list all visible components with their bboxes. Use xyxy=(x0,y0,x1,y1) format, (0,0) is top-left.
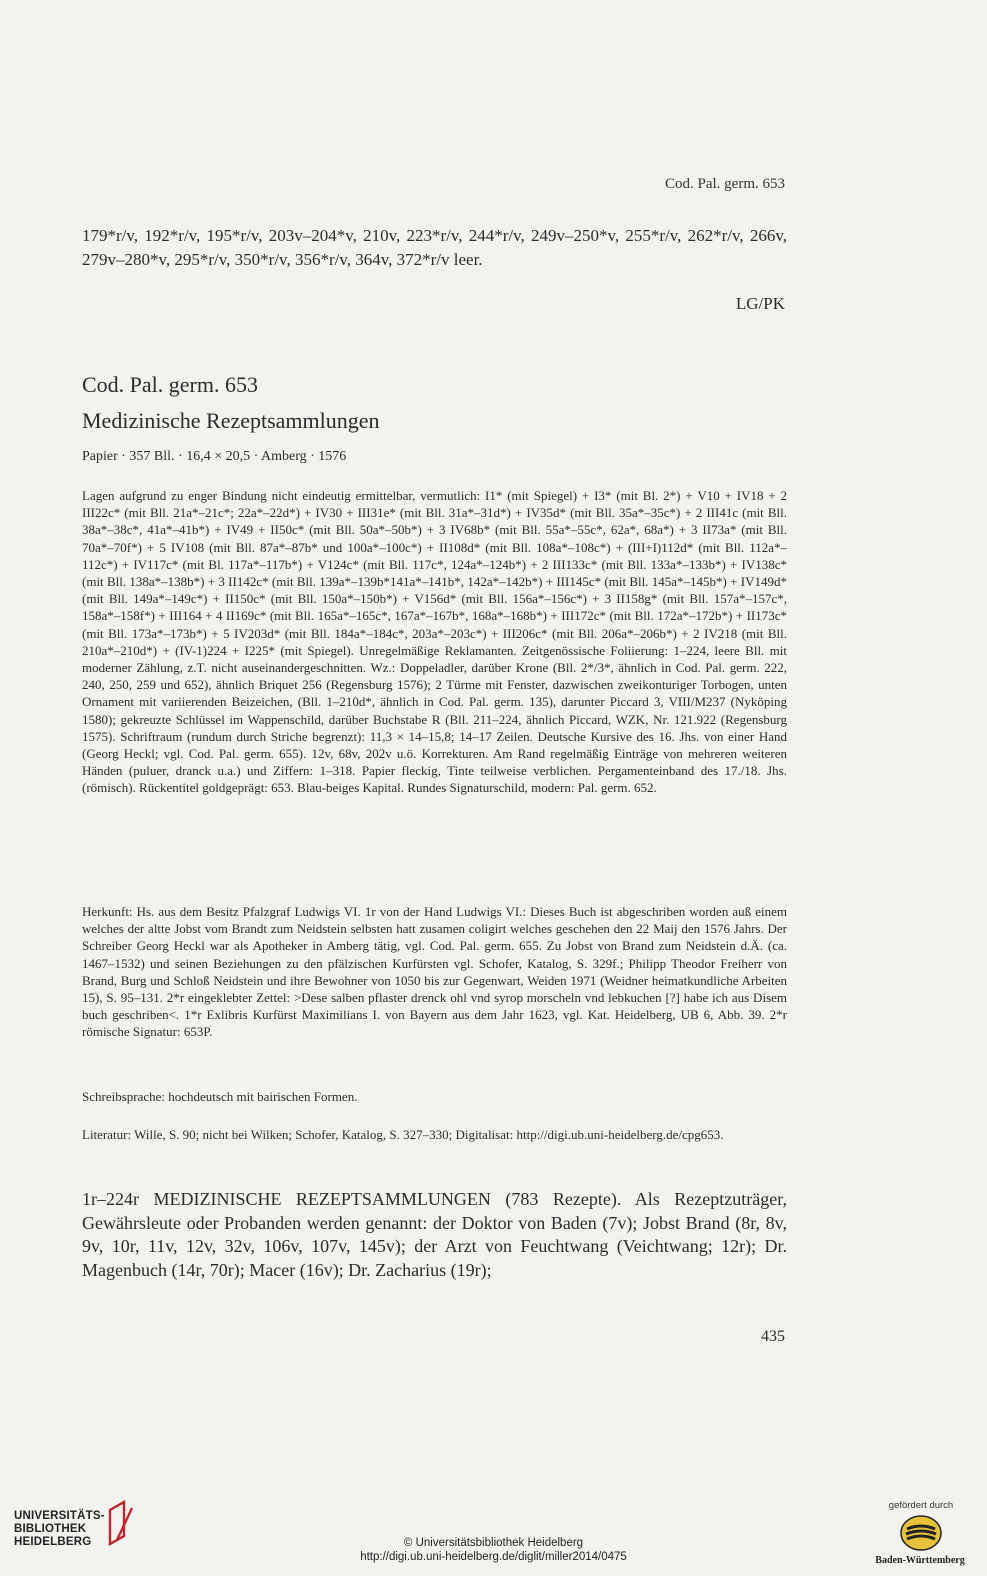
continuation-line-1: 179*r/v, 192*r/v, 195*r/v, 203v–204*v, 210v, 223*r/v, 244*r/v, 249v–250*v, 255*r/v, 262*r/v, 266v, xyxy=(82,226,787,245)
literatur-paragraph: Literatur: Wille, S. 90; nicht bei Wilken; Schofer, Katalog, S. 327–330; Digitalisat: http://digi.ub.uni-heidelberg.de/cpg653. xyxy=(82,1127,724,1142)
entry-title: Medizinische Rezeptsammlungen xyxy=(82,408,380,433)
herkunft-paragraph: Herkunft: Hs. aus dem Besitz Pfalzgraf Ludwigs VI. 1r von der Hand Ludwigs VI.: Dieses Buch ist abgeschriben worden auß einem welches der altte Jobst vom Brandt zum Neidstein selbsten hatt zusamen coligirt welches geschehen den 22 Maij den 1576 Jahrs. Der Schreiber Georg Heckl war als Apotheker in Amberg tätig, vgl. Cod. Pal. germ. 655. Zu Jobst von Brand zum Neidstein d.Ä. (ca. 1467–1532) und seinen Beziehungen zu den pfälzischen Kurfürsten vgl. Schofer, Katalog, S. 329f.; Philipp Theodor Freiherr von Brand, Burg und Schloß Neidstein und ihre Bewohner von 1050 bis zur Gegenwart, Weiden 1971 (Weidner heimatkundliche Arbeiten 15), S. 95–131. 2*r eingeklebter Zettel: >Dese salben pflaster drenck ohl vnd syrop morscheln vnd lebkuchen [?] habe ich aus Disem buch geschriben<. 1*r Exlibris Kurfürst Maximilians I. von Bayern aus dem Jahr 1623, vgl. Kat. Heidelberg, UB 6, Abb. 39. 2*r römische Signatur: 653P. xyxy=(82,904,787,1040)
funding-label: gefördert durch xyxy=(888,1500,954,1511)
funder-name: Baden-Württemberg xyxy=(875,1555,965,1566)
library-name-line-1: UNIVERSITÄTS- xyxy=(14,1510,105,1522)
copyright-block xyxy=(0,1536,987,1564)
baden-wuerttemberg-seal-icon xyxy=(899,1514,943,1552)
page-number: 435 xyxy=(761,1328,785,1345)
main-text: 1r–224r MEDIZINISCHE REZEPTSAMMLUNGEN (783 Rezepte). Als Rezeptzuträger, Gewährsleute oder Probanden werden genannt: der Doktor von Baden (7v); Jobst Brand (8r, 8v, 9v, 10r, 11v, 12v, 32v, 106v, 107v, 145v); der Arzt von Feuchtwang (Veichtwang; 12r); Dr. Magenbuch (14r, 70r); Macer (16v); Dr. Zacharius (19r); xyxy=(82,1189,787,1280)
page-header: Cod. Pal. germ. 653 xyxy=(665,176,785,192)
entry-signature: Cod. Pal. germ. 653 xyxy=(82,372,258,397)
lagen-paragraph: Lagen aufgrund zu enger Bindung nicht eindeutig ermittelbar, vermutlich: I1* (mit Spiegel) + I3* (mit Bl. 2*) + V10 + IV18 + 2 III22c* (mit Bll. 21a*–21c*; 22a*–22d*) + IV30 + III31e* (mit Bll. 31a*–31d*) + IV35d* (mit Bll. 35a*–35c*) + 2 III41c (mit Bll. 38a*–38c*, 41a*–41b*) + IV49 + II50c* (mit Bll. 50a*–50b*) + 3 IV68b* (mit Bll. 55a*–55c*, 62a*, 68a*) + 3 II73a* (mit Bll. 70a*–70f*) + 5 IV108 (mit Bll. 87a*–87b* und 100a*–100c*) + II108d* (mit Bll. 108a*–108c*) + (III+I)112d* (mit Bll. 112a*–112c*) + IV117c* (mit Bl. 117a*–117b*) + V124c* (mit Bll. 117c*, 124a*–124b*) + 2 III133c* (mit Bll. 133a*–133b*) + IV138c* (mit Bll. 138a*–138b*) + 3 II142c* (mit Bll. 139a*–139b*141a*–141b*, 142a*–142b*) + III145c* (mit Bll. 145a*–145b*) + IV149d* (mit Bll. 149a*–149c*) + II150c* (mit Bll. 150a*–150b*) + V156d* (mit Bll. 156a*–156c*) + 3 II158g* (mit Bll. 157a*–157c*, 158a*–158f*) + III164 + 4 II169c* (mit Bll. 165a*–165c*, 167a*–167b*, 168a*–168b*) + III172c* (mit Bll. 172a*–172b*) + II173c* (mit Bll. 173a*–173b*) + 5 IV203d* (mit Bll. 184a*–184c*, 203a*–203c*) + III206c* (mit Bll. 206a*–206b*) + 2 IV218 (mit Bll. 210a*–210d*) + (IV-1)224 + I225* (mit Spiegel). Unregelmäßige Reklamanten. Zeitgenössische Foliierung: 1–224, leere Bll. mit moderner Zählung, z.T. nicht auseinandergeschnitten. Wz.: Doppeladler, darüber Krone (Bll. 2*/3*, ähnlich in Cod. Pal. germ. 222, 240, 250, 259 und 652), ähnlich Briquet 256 (Regensburg 1576); 2 Türme mit Fenster, dazwischen zweikonturiger Torbogen, unten Ornament mit variierenden Beizeichen, (Bll. 1–210d*, ähnlich in Cod. Pal. germ. 135), darunter Piccard 3, VIII/M237 (Nyköping 1580); gekreuzte Schlüssel im Wappenschild, darüber Buchstabe R (Bll. 211–224, ähnlich Piccard, WZK, Nr. 121.922 (Regensburg 1575). Schriftraum (rundum durch Striche begrenzt): 11,3 × 14–15,8; 14–17 Zeilen. Deutsche Kursive des 16. Jhs. von einer Hand (Georg Heckl; vgl. Cod. Pal. germ. 655). 12v, 68v, 202v u.ö. Korrekturen. Am Rand regelmäßig Einträge von mehreren weiteren Händen (puluer, dranck u.a.) und Ziffern: 1–318. Papier fleckig, Tinte teilweise verblichen. Pergamenteinband des 17./18. Jhs. (römisch). Rückentitel goldgeprägt: 653. Blau-beiges Kapital. Rundes Signaturschild, modern: Pal. germ. 652. xyxy=(82,488,787,796)
copyright-text: © Universitätsbibliothek Heidelberg xyxy=(403,1537,584,1549)
library-name-line-3: HEIDELBERG xyxy=(14,1536,92,1548)
schreibsprache-paragraph: Schreibsprache: hochdeutsch mit bairischen Formen. xyxy=(82,1089,358,1104)
entry-meta: Papier · 357 Bll. · 16,4 × 20,5 · Amberg · 1576 xyxy=(82,449,347,464)
library-name-line-2: BIBLIOTHEK xyxy=(14,1523,87,1535)
continuation-line-2: 279v–280*v, 295*r/v, 350*r/v, 356*r/v, 364v, 372*r/v leer. xyxy=(82,250,483,269)
continuation-text xyxy=(82,224,787,272)
permalink-url[interactable]: http://digi.ub.uni-heidelberg.de/diglit/miller2014/0475 xyxy=(360,1551,627,1563)
footer-bar xyxy=(0,1494,987,1576)
author-initials: LG/PK xyxy=(735,294,785,313)
